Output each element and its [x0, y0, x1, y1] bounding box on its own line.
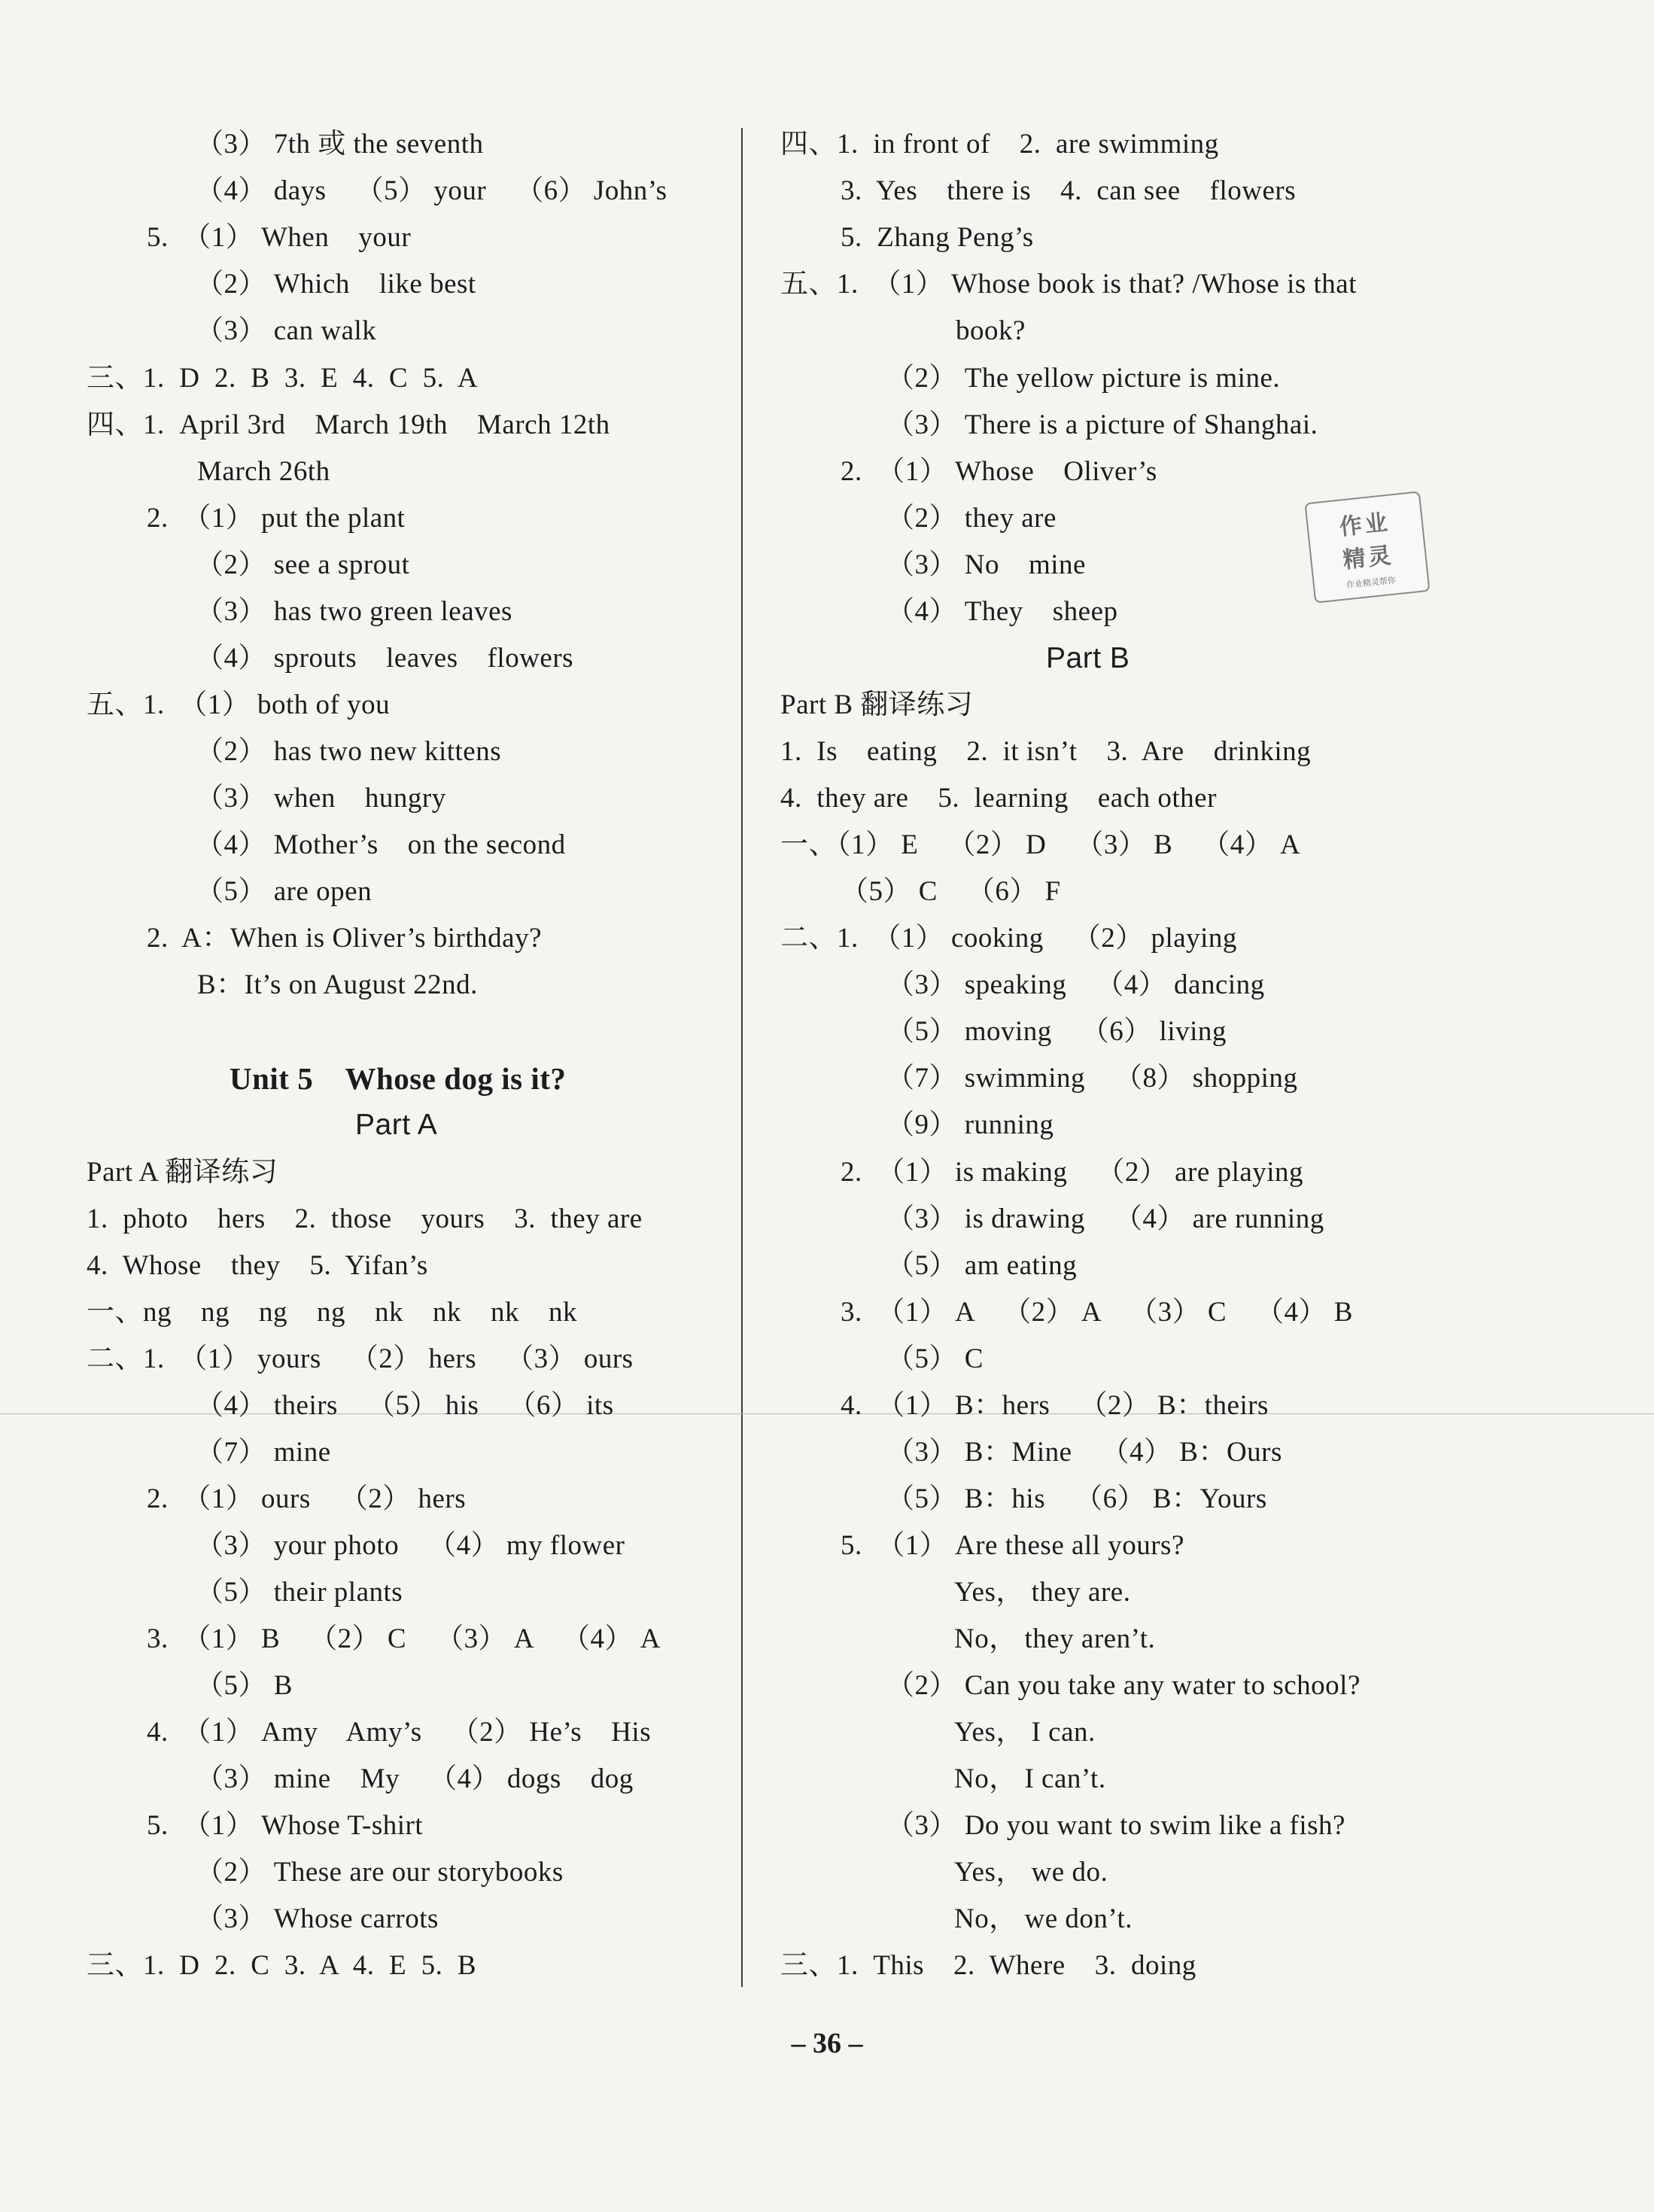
part-a-heading: Part A [355, 1109, 438, 1141]
part-b-practice-heading: Part B 翻译练习 [780, 689, 974, 720]
right-answer-line: 三、1. This 2. Where 3. doing [780, 1950, 1196, 1981]
right-answer-line: （5） am eating [886, 1250, 1078, 1281]
right-answer-line: （2） The yellow picture is mine. [886, 363, 1281, 394]
left-answer-line: 4. Whose they 5. Yifan’s [87, 1250, 428, 1281]
right-answer-line: 3. （1） A （2） A （3） C （4） B [841, 1297, 1353, 1328]
right-answer-line: （3） Do you want to swim like a fish? [886, 1810, 1345, 1841]
right-answer-line: 4. they are 5. learning each other [780, 783, 1217, 814]
left-answer-line: 三、1. D 2. B 3. E 4. C 5. A [87, 363, 479, 394]
left-answer-line: March 26th [197, 456, 330, 487]
right-answer-line: 二、1. （1） cooking （2） playing [780, 923, 1237, 954]
right-answer-line: （5） B：his （6） B：Yours [886, 1483, 1267, 1514]
right-answer-line: （3） B：Mine （4） B：Ours [886, 1437, 1282, 1468]
part-a-practice-heading: Part A 翻译练习 [87, 1157, 278, 1188]
right-answer-line: （4） They sheep [886, 596, 1118, 627]
left-answer-line: （4） theirs （5） his （6） its [196, 1390, 614, 1421]
left-answer-line: （5） are open [196, 876, 372, 907]
left-answer-line: 一、ng ng ng ng nk nk nk nk [87, 1297, 577, 1328]
left-answer-line: 5. （1） When your [147, 222, 412, 253]
left-answer-line: （3） can walk [196, 315, 377, 346]
right-answer-line: 五、1. （1） Whose book is that? /Whose is that [780, 269, 1358, 300]
column-divider [741, 128, 743, 1987]
left-answer-line: （3） 7th 或 the seventh [196, 129, 484, 160]
left-answer-line: （4） sprouts leaves flowers [196, 643, 574, 674]
right-answer-line: Yes， I can. [954, 1717, 1096, 1748]
left-answer-line: 二、1. （1） yours （2） hers （3） ours [87, 1343, 634, 1374]
unit-title: Unit 5 Whose dog is it? [230, 1061, 567, 1096]
left-answer-line: 2. A：When is Oliver’s birthday? [147, 923, 543, 954]
left-answer-line: （3） has two green leaves [196, 596, 512, 627]
right-answer-line: No， we don’t. [954, 1903, 1133, 1934]
left-answer-line: （2） These are our storybooks [196, 1857, 564, 1888]
right-answer-line: 1. Is eating 2. it isn’t 3. Are drinking [780, 736, 1312, 767]
right-answer-line: 5. （1） Are these all yours? [841, 1530, 1184, 1561]
left-answer-line: （3） mine My （4） dogs dog [196, 1763, 634, 1794]
right-answer-line: （5） C [886, 1343, 984, 1374]
right-answer-line: （2） Can you take any water to school? [886, 1670, 1361, 1701]
right-answer-line: （7） swimming （8） shopping [886, 1063, 1298, 1094]
left-answer-line: 4. （1） Amy Amy’s （2） He’s His [147, 1717, 652, 1748]
left-answer-line: 三、1. D 2. C 3. A 4. E 5. B [87, 1950, 477, 1981]
left-answer-line: B：It’s on August 22nd. [197, 969, 478, 1000]
left-answer-line: 1. photo hers 2. those yours 3. they are [87, 1203, 643, 1234]
left-answer-line: （5） B [196, 1670, 293, 1701]
left-answer-line: （2） Which like best [196, 269, 476, 300]
stamp-logo-icon: 作业 精灵 作业精灵帮你 [1304, 491, 1430, 603]
right-answer-line: Yes， they are. [954, 1577, 1131, 1608]
left-answer-line: （4） days （5） your （6） John’s [196, 175, 667, 206]
right-answer-line: No， they aren’t. [954, 1623, 1156, 1654]
left-answer-line: （2） has two new kittens [196, 736, 502, 767]
right-answer-line: （3） is drawing （4） are running [886, 1203, 1324, 1234]
page-number: – 36 – [791, 2028, 863, 2059]
left-answer-line: 3. （1） B （2） C （3） A （4） A [147, 1623, 661, 1654]
left-answer-line: 2. （1） put the plant [147, 503, 406, 534]
right-answer-line: 四、1. in front of 2. are swimming [780, 129, 1219, 160]
right-answer-line: 4. （1） B：hers （2） B：theirs [841, 1390, 1269, 1421]
part-b-heading: Part B [1046, 642, 1130, 674]
left-answer-line: （4） Mother’s on the second [196, 829, 566, 860]
left-answer-line: （3） when hungry [196, 783, 446, 814]
left-answer-line: 四、1. April 3rd March 19th March 12th [87, 409, 610, 440]
right-answer-line: 3. Yes there is 4. can see flowers [841, 175, 1297, 206]
right-answer-line: （3） No mine [886, 549, 1086, 580]
right-answer-line: Yes， we do. [954, 1857, 1108, 1888]
right-answer-line: 2. （1） Whose Oliver’s [841, 456, 1157, 487]
left-answer-line: 2. （1） ours （2） hers [147, 1483, 467, 1514]
left-answer-line: （3） your photo （4） my flower [196, 1530, 625, 1561]
left-answer-line: （7） mine [196, 1437, 331, 1468]
right-answer-line: 一、（1） E （2） D （3） B （4） A [780, 829, 1301, 860]
right-answer-line: （2） they are [886, 503, 1057, 534]
right-answer-line: book? [956, 315, 1026, 346]
right-answer-line: 5. Zhang Peng’s [841, 222, 1034, 253]
right-answer-line: （9） running [886, 1109, 1054, 1140]
left-answer-line: 5. （1） Whose T-shirt [147, 1810, 424, 1841]
left-answer-line: （3） Whose carrots [196, 1903, 439, 1934]
right-answer-line: （3） speaking （4） dancing [886, 969, 1265, 1000]
left-answer-line: （2） see a sprout [196, 549, 410, 580]
left-answer-line: （5） their plants [196, 1577, 403, 1608]
right-answer-line: 2. （1） is making （2） are playing [841, 1157, 1304, 1188]
right-answer-line: （5） C （6） F [841, 876, 1061, 907]
right-answer-line: No， I can’t. [954, 1763, 1106, 1794]
right-answer-line: （5） moving （6） living [886, 1016, 1227, 1047]
right-answer-line: （3） There is a picture of Shanghai. [886, 409, 1318, 440]
left-answer-line: 五、1. （1） both of you [87, 689, 391, 720]
